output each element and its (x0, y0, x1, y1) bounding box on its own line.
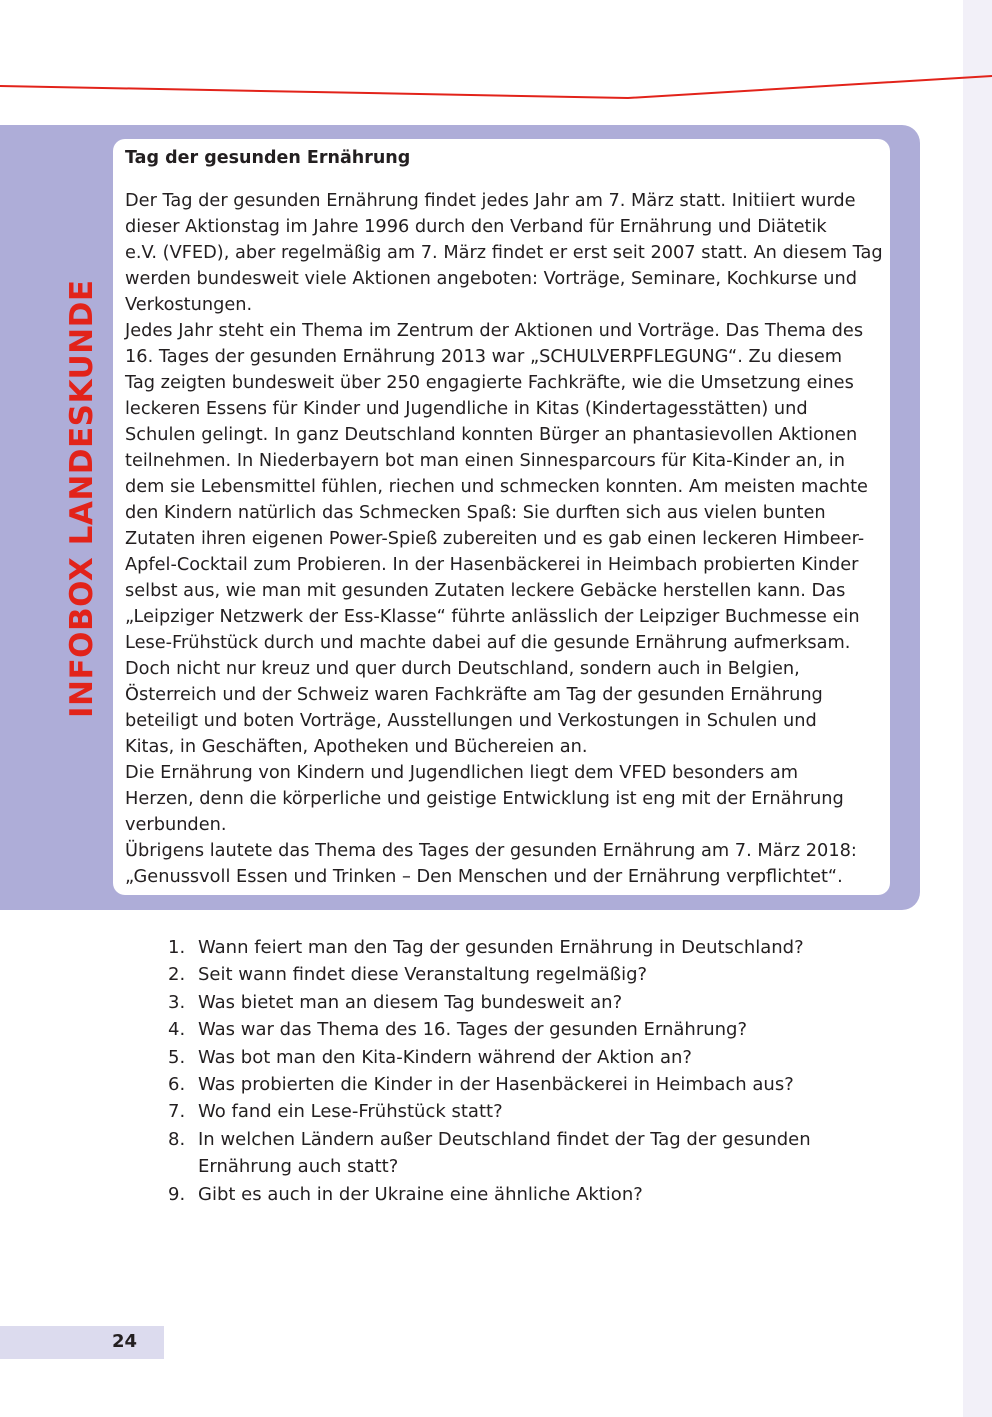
question-item (160, 1044, 880, 1071)
infobox-text-line: e.V. (VFED), aber regelmäßig am 7. März findet er erst seit 2007 statt. An diesem Tag (125, 242, 883, 263)
question-number: 7. (168, 1101, 186, 1123)
infobox-text-line: verbunden. (125, 814, 227, 835)
question-item (160, 1016, 880, 1043)
question-number: 3. (168, 991, 186, 1013)
infobox-text-line: teilnehmen. In Niederbayern bot man einen Sinnesparcours für Kita-Kinder an, in (125, 450, 845, 471)
header-rule (0, 70, 992, 110)
infobox-text-line: beteiligt und boten Vorträge, Ausstellungen und Verkostungen in Schulen und (125, 710, 817, 731)
infobox-title: Tag der gesunden Ernährung (125, 148, 411, 168)
infobox-text-line: Übrigens lautete das Thema des Tages der gesunden Ernährung am 7. März 2018: (125, 840, 857, 861)
question-text: Wo fand ein Lese-Frühstück statt? (198, 1101, 503, 1123)
infobox-text-line: Doch nicht nur kreuz und quer durch Deutschland, sondern auch in Belgien, (125, 658, 800, 679)
question-item (160, 1181, 880, 1208)
question-text: In welchen Ländern außer Deutschland findet der Tag der gesunden (198, 1128, 811, 1150)
infobox-text-line: dieser Aktionstag im Jahre 1996 durch den Verband für Ernährung und Diätetik (125, 216, 827, 237)
infobox-text-line: Der Tag der gesunden Ernährung findet jedes Jahr am 7. März statt. Initiiert wurde (125, 190, 856, 211)
question-number: 6. (168, 1074, 186, 1096)
infobox-text-line: Österreich und der Schweiz waren Fachkräfte am Tag der gesunden Ernährung (125, 684, 823, 705)
page-number: 24 (112, 1331, 138, 1352)
question-text: Was war das Thema des 16. Tages der gesunden Ernährung? (198, 1019, 748, 1041)
infobox-text-line: werden bundesweit viele Aktionen angeboten: Vorträge, Seminare, Kochkurse und (125, 268, 857, 289)
question-item (160, 1098, 880, 1125)
infobox-text-line: Zutaten ihren eigenen Power-Spieß zubereiten und es gab einen leckeren Himbeer- (125, 528, 865, 549)
question-number: 1. (168, 937, 186, 958)
question-text: Gibt es auch in der Ukraine eine ähnliche Aktion? (198, 1183, 643, 1205)
infobox-text-line: den Kindern natürlich das Schmecken Spaß: Sie durften sich aus vielen bunten (125, 502, 826, 523)
question-number: 9. (168, 1183, 186, 1205)
question-text: Wann feiert man den Tag der gesunden Ernährung in Deutschland? (198, 937, 804, 958)
question-text: Seit wann findet diese Veranstaltung regelmäßig? (198, 964, 648, 986)
infobox-text-line: Die Ernährung von Kindern und Jugendlichen liegt dem VFED besonders am (125, 762, 799, 783)
question-item (160, 934, 880, 961)
question-item (160, 961, 880, 988)
page-edge-strip (963, 0, 992, 1417)
infobox-text-line: Tag zeigten bundesweit über 250 engagierte Fachkräfte, wie die Umsetzung eines (125, 372, 854, 393)
question-text: Was probierten die Kinder in der Hasenbäckerei in Heimbach aus? (198, 1074, 794, 1096)
infobox-text-line: dem sie Lebensmittel fühlen, riechen und schmecken konnten. Am meisten machte (125, 476, 868, 497)
infobox-text-line: Lese-Frühstück durch und machte dabei auf die gesunde Ernährung aufmerksam. (125, 632, 851, 653)
question-number: 5. (168, 1046, 186, 1068)
infobox-text-line: „Genussvoll Essen und Trinken – Den Menschen und der Ernährung verpflichtet“. (125, 866, 843, 887)
question-number: 4. (168, 1019, 186, 1041)
question-text: Ernährung auch statt? (198, 1156, 399, 1178)
infobox-label: INFOBOX LANDESKUNDE (64, 279, 100, 718)
infobox-text-line: Herzen, denn die körperliche und geistige Entwicklung ist eng mit der Ernährung (125, 788, 844, 809)
question-item (160, 1071, 880, 1098)
infobox-text (125, 188, 885, 890)
infobox-text-line: Schulen gelingt. In ganz Deutschland konnten Bürger an phantasievollen Aktionen (125, 424, 858, 445)
infobox-text-line: 16. Tages der gesunden Ernährung 2013 war „SCHULVERPFLEGUNG“. Zu diesem (125, 346, 843, 367)
infobox-text-line: Jedes Jahr steht ein Thema im Zentrum der Aktionen und Vorträge. Das Thema des (125, 320, 864, 341)
infobox-text-line: leckeren Essens für Kinder und Jugendliche in Kitas (Kindertagesstätten) und (125, 398, 808, 419)
infobox-text-line: Kitas, in Geschäften, Apotheken und Büchereien an. (125, 736, 588, 757)
question-item (160, 989, 880, 1016)
infobox-text-line: Apfel-Cocktail zum Probieren. In der Hasenbäckerei in Heimbach probierten Kinder (125, 554, 859, 575)
infobox-text-line: „Leipziger Netzwerk der Ess-Klasse“ führte anlässlich der Leipziger Buchmesse ein (125, 606, 860, 627)
page-number-tab (0, 1326, 164, 1359)
question-list (160, 934, 880, 1208)
infobox-text-line: selbst aus, wie man mit gesunden Zutaten leckere Gebäcke herstellen kann. Das (125, 580, 846, 601)
question-number: 8. (168, 1128, 186, 1150)
infobox-text-line: Verkostungen. (125, 294, 253, 315)
question-item (160, 1126, 880, 1181)
question-number: 2. (168, 964, 186, 986)
infobox-card (113, 139, 890, 895)
question-text: Was bietet man an diesem Tag bundesweit an? (198, 991, 623, 1013)
question-text: Was bot man den Kita-Kindern während der Aktion an? (198, 1046, 692, 1068)
